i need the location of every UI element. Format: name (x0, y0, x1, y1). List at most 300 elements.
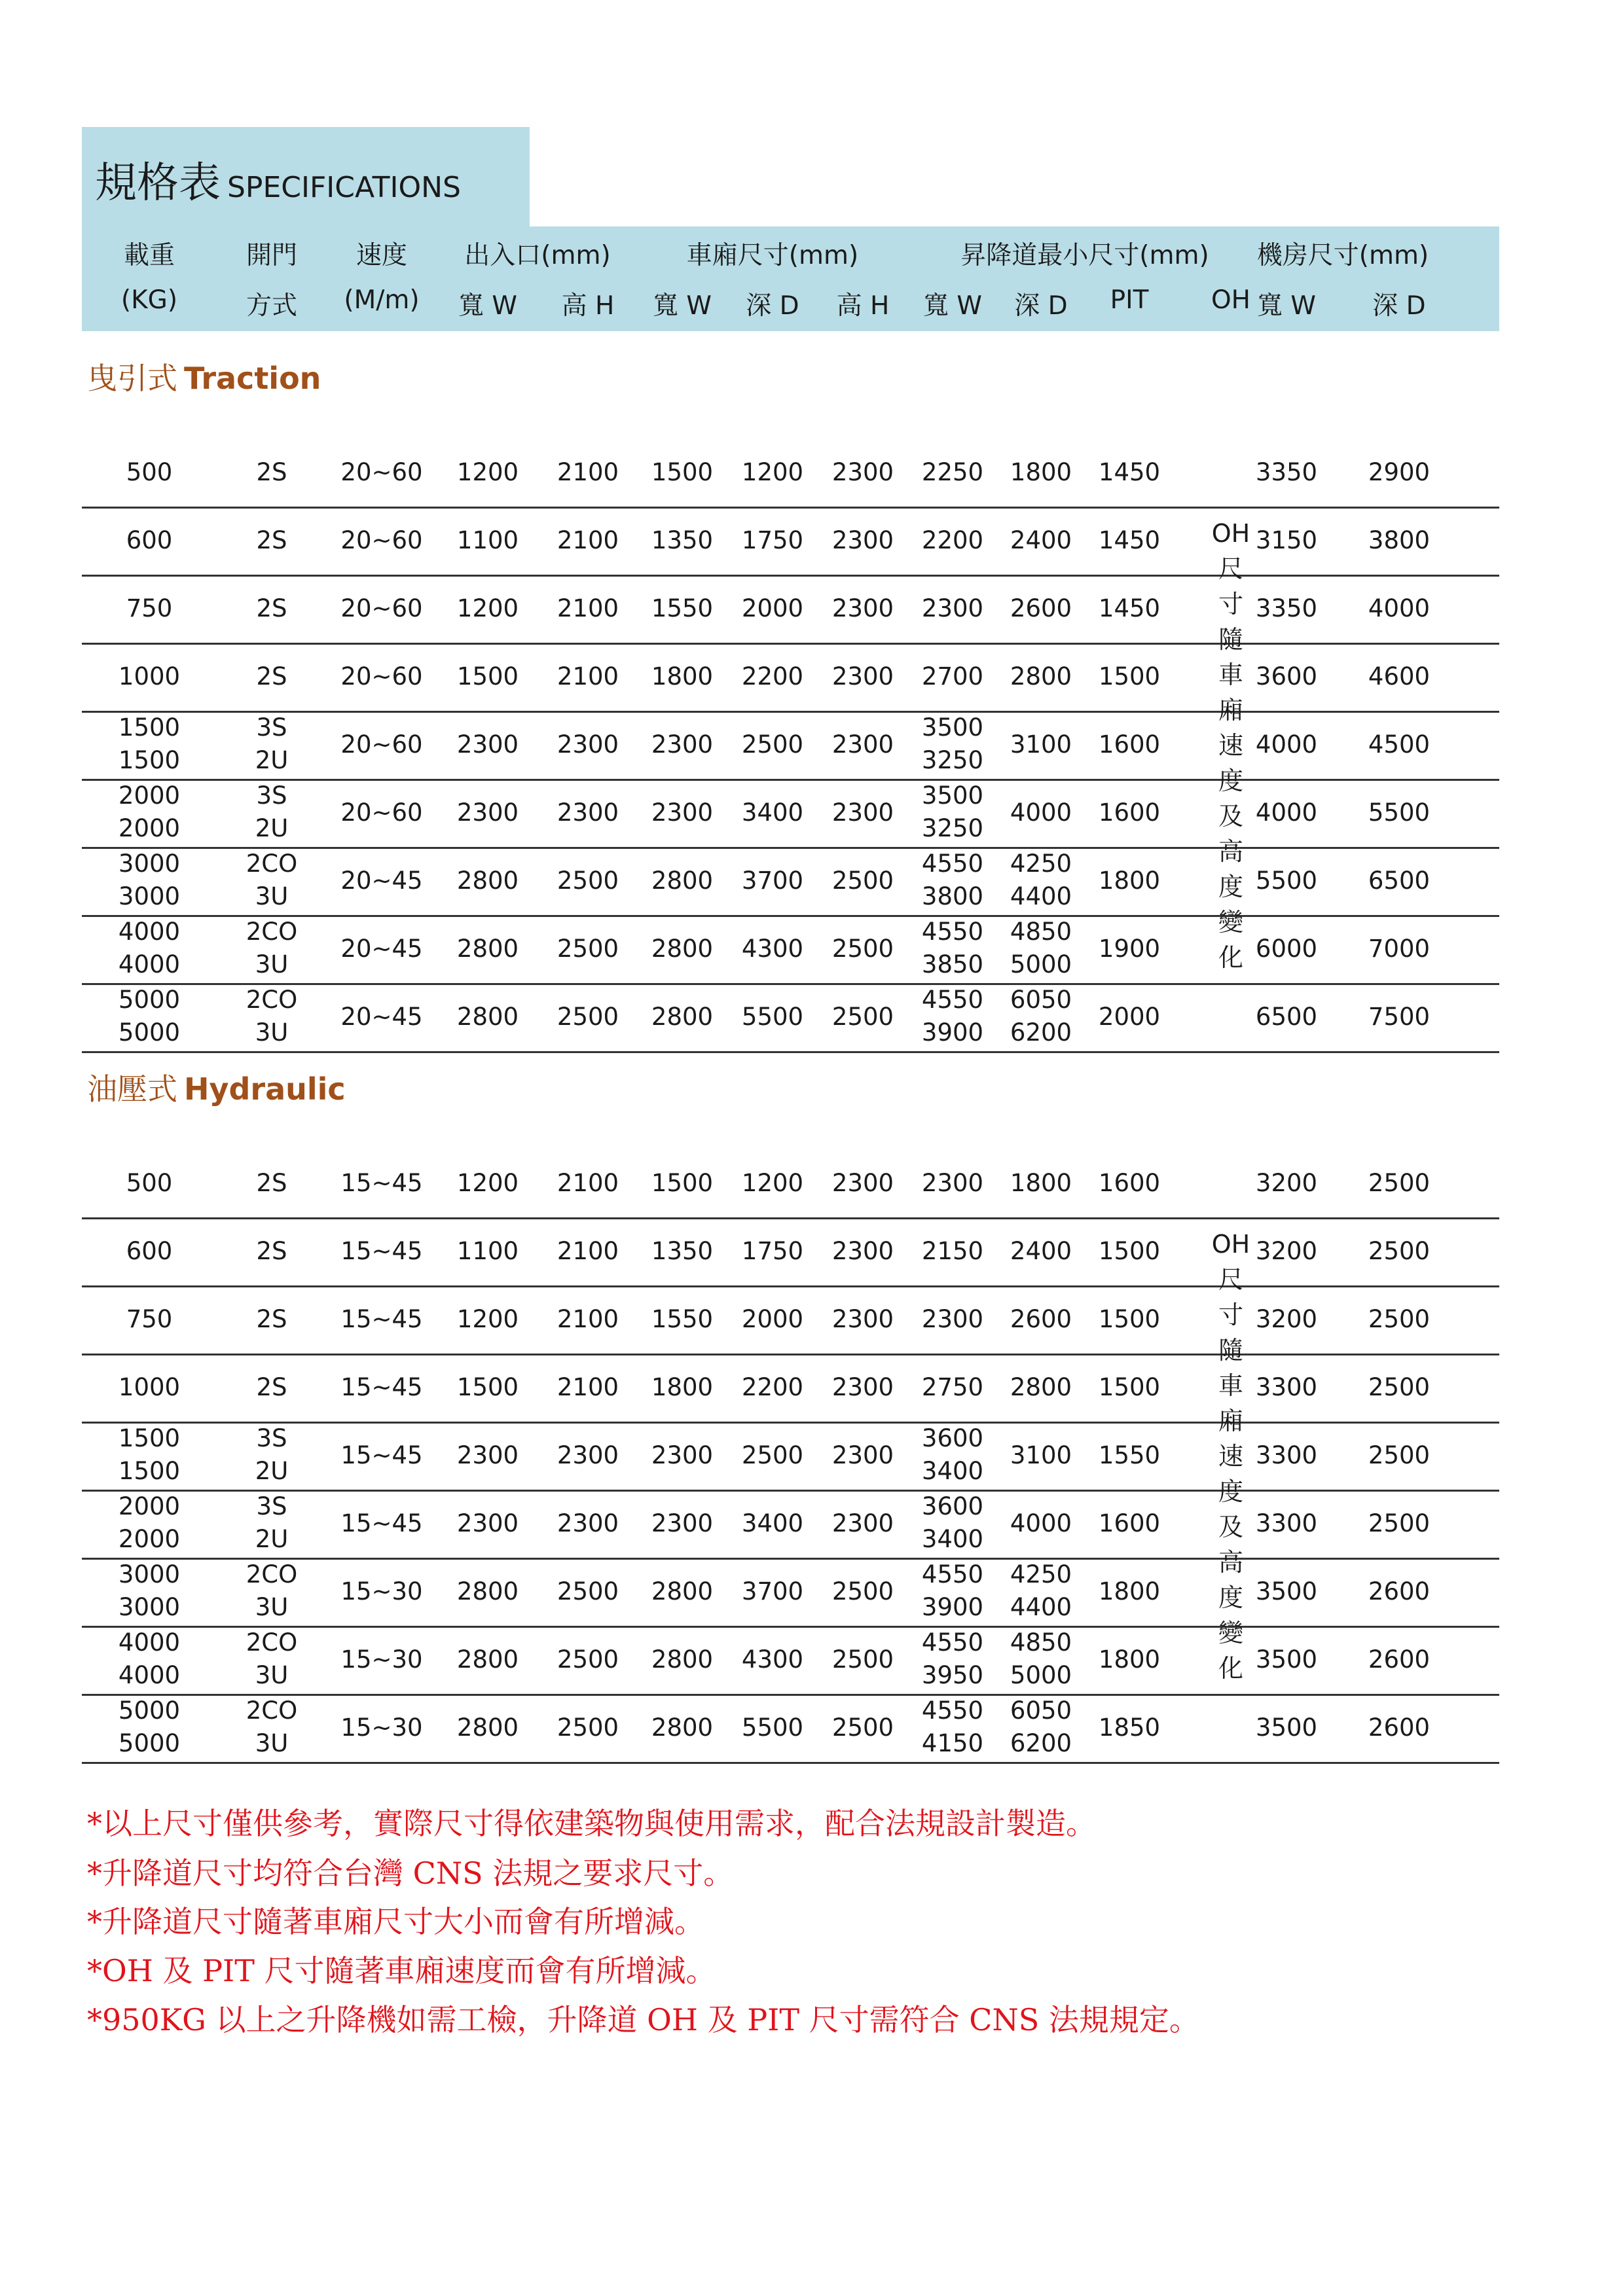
row-divider (82, 643, 1499, 645)
table-cell: 3500 (921, 781, 984, 810)
table-cell: 5500 (741, 1713, 804, 1742)
table-cell: 500 (126, 458, 173, 486)
table-cell: 2500 (741, 730, 804, 759)
table-cell: 15~30 (340, 1713, 423, 1742)
table-cell: 4550 (921, 850, 984, 878)
table-cell: 20~60 (340, 458, 423, 486)
table-cell: 4300 (741, 935, 804, 963)
table-cell: 6200 (1010, 1018, 1072, 1047)
table-cell: 1800 (1098, 867, 1161, 895)
table-cell: 2500 (1368, 1237, 1431, 1265)
table-cell: 2300 (831, 1237, 894, 1265)
table-cell: 2300 (456, 798, 519, 827)
table-cell: 1800 (1098, 1577, 1161, 1605)
row-divider (82, 575, 1499, 577)
table-cell: 2300 (831, 1441, 894, 1469)
table-cell: 3800 (1368, 526, 1431, 554)
table-cell: 3500 (921, 713, 984, 742)
table-cell: 2800 (651, 867, 714, 895)
table-cell: 1000 (118, 1373, 181, 1401)
table-cell: 15~30 (340, 1577, 423, 1605)
table-cell: 4550 (921, 986, 984, 1014)
table-cell: 2300 (831, 1169, 894, 1197)
table-cell: 2500 (1368, 1305, 1431, 1333)
table-cell: 2100 (556, 526, 619, 554)
oh-note-char: OH (1211, 1230, 1250, 1259)
header-column-label: (M/m) (344, 285, 420, 315)
table-cell: 2800 (456, 1003, 519, 1031)
table-cell: 3900 (921, 1018, 984, 1047)
header-column-label: 寬 W (653, 291, 712, 321)
row-divider (82, 711, 1499, 713)
table-cell: 4550 (921, 1560, 984, 1588)
table-cell: 4000 (118, 1628, 181, 1657)
row-divider (82, 983, 1499, 985)
table-cell: 2300 (456, 1509, 519, 1537)
table-cell: 1500 (1098, 662, 1161, 691)
table-cell: 2300 (921, 1169, 984, 1197)
table-cell: 2500 (1368, 1373, 1431, 1401)
header-column-label: 寬 W (458, 291, 517, 321)
table-cell: 1450 (1098, 526, 1161, 554)
table-cell: 1100 (456, 526, 519, 554)
table-cell: 3200 (1255, 1237, 1318, 1265)
table-cell: 2CO (246, 850, 298, 878)
table-cell: 2300 (921, 1305, 984, 1333)
table-cell: 2U (255, 814, 289, 842)
table-cell: 2800 (651, 935, 714, 963)
section-title-en: Traction (184, 361, 321, 396)
oh-note-char: 車 (1218, 660, 1243, 689)
table-cell: 2750 (921, 1373, 984, 1401)
table-cell: 2300 (831, 798, 894, 827)
table-cell: 2S (256, 1305, 287, 1333)
table-cell: 1900 (1098, 935, 1161, 963)
table-cell: 1000 (118, 662, 181, 691)
table-cell: 500 (126, 1169, 173, 1197)
oh-note-vertical (1208, 1227, 1254, 1686)
header-column-label: 深 D (746, 291, 799, 321)
table-cell: 2800 (1010, 662, 1072, 691)
table-cell: 2500 (556, 935, 619, 963)
oh-note-char: 及 (1218, 1513, 1243, 1541)
table-cell: 2CO (246, 1696, 298, 1725)
table-cell: 3S (256, 713, 287, 742)
oh-note-vertical (1208, 516, 1254, 975)
table-cell: 1500 (118, 1457, 181, 1485)
table-cell: 15~45 (340, 1441, 423, 1469)
oh-note-char: 速 (1218, 731, 1243, 760)
table-cell: 2800 (456, 1713, 519, 1742)
table-cell: 2300 (651, 1509, 714, 1537)
oh-note-char: 度 (1218, 1583, 1243, 1612)
table-cell: 6500 (1255, 1003, 1318, 1031)
table-cell: 1850 (1098, 1713, 1161, 1742)
table-cell: 6500 (1368, 867, 1431, 895)
table-cell: 3100 (1010, 730, 1072, 759)
table-cell: 3300 (1255, 1373, 1318, 1401)
table-cell: 2500 (831, 935, 894, 963)
oh-note-char: 化 (1218, 1654, 1243, 1683)
table-cell: 2300 (831, 1373, 894, 1401)
page-title (95, 149, 461, 209)
table-cell: 2000 (741, 1305, 804, 1333)
table-cell: 1500 (456, 1373, 519, 1401)
section-title (87, 355, 321, 398)
table-cell: 2U (255, 1457, 289, 1485)
table-cell: 4550 (921, 1696, 984, 1725)
table-cell: 3300 (1255, 1509, 1318, 1537)
table-cell: 1550 (651, 1305, 714, 1333)
table-cell: 2000 (118, 1492, 181, 1520)
table-cell: 1600 (1098, 798, 1161, 827)
row-divider (82, 1285, 1499, 1287)
table-cell: 2500 (741, 1441, 804, 1469)
table-cell: 3700 (741, 1577, 804, 1605)
table-cell: 1100 (456, 1237, 519, 1265)
table-cell: 2600 (1010, 1305, 1072, 1333)
row-divider (82, 1626, 1499, 1628)
row-divider (82, 1558, 1499, 1560)
oh-note-char: 廂 (1218, 696, 1243, 725)
table-cell: 1750 (741, 1237, 804, 1265)
oh-note-char: 隨 (1218, 1336, 1243, 1365)
table-cell: 2300 (556, 730, 619, 759)
table-cell: 2800 (651, 1577, 714, 1605)
table-cell: 15~45 (340, 1509, 423, 1537)
table-cell: 1600 (1098, 1169, 1161, 1197)
table-cell: 2500 (1368, 1169, 1431, 1197)
title-en: SPECIFICATIONS (227, 171, 461, 204)
table-cell: 2000 (118, 781, 181, 810)
header-column-label: 深 D (1372, 291, 1426, 321)
table-cell: 1500 (118, 746, 181, 774)
table-cell: 20~45 (340, 1003, 423, 1031)
table-cell: 600 (126, 1237, 173, 1265)
table-cell: 2500 (556, 1713, 619, 1742)
table-cell: 4000 (1368, 594, 1431, 622)
table-cell: 4400 (1010, 882, 1072, 910)
table-cell: 2800 (651, 1003, 714, 1031)
footnote: *升降道尺寸均符合台灣 CNS 法規之要求尺寸。 (87, 1856, 734, 1891)
row-divider (82, 1490, 1499, 1492)
table-cell: 2300 (831, 730, 894, 759)
table-cell: 1200 (456, 1305, 519, 1333)
table-cell: 3000 (118, 882, 181, 910)
table-cell: 3400 (741, 798, 804, 827)
table-cell: 5500 (1255, 867, 1318, 895)
table-cell: 2500 (831, 1645, 894, 1674)
table-cell: 3400 (921, 1525, 984, 1553)
table-cell: 2300 (831, 1509, 894, 1537)
section-title (87, 1066, 346, 1109)
footnote: *950KG 以上之升降機如需工檢，升降道 OH 及 PIT 尺寸需符合 CNS 法規規定。 (87, 2002, 1199, 2037)
table-header (82, 226, 1499, 331)
table-cell: 5000 (118, 1018, 181, 1047)
spec-title-box (82, 127, 530, 226)
row-divider (82, 1694, 1499, 1696)
table-cell: 20~60 (340, 730, 423, 759)
row-divider (82, 1422, 1499, 1424)
table-cell: 15~30 (340, 1645, 423, 1674)
oh-note-char: OH (1211, 519, 1250, 548)
table-cell: 1500 (1098, 1237, 1161, 1265)
table-cell: 2300 (831, 662, 894, 691)
table-cell: 2500 (556, 867, 619, 895)
header-group-label: 開門 (246, 241, 298, 270)
table-cell: 2700 (921, 662, 984, 691)
table-cell: 4000 (118, 918, 181, 946)
table-cell: 5000 (118, 986, 181, 1014)
oh-note-char: 寸 (1218, 1300, 1243, 1329)
table-cell: 3000 (118, 850, 181, 878)
table-cell: 2500 (831, 1713, 894, 1742)
table-cell: 2300 (651, 730, 714, 759)
header-group-label: 速度 (356, 241, 408, 270)
table-cell: 2CO (246, 918, 298, 946)
table-cell: 20~60 (340, 798, 423, 827)
oh-note-char: 化 (1218, 943, 1243, 972)
table-cell: 2600 (1368, 1713, 1431, 1742)
row-divider (82, 1354, 1499, 1355)
table-cell: 3U (255, 1593, 289, 1621)
table-cell: 5000 (1010, 950, 1072, 978)
section-title-en: Hydraulic (184, 1071, 346, 1107)
table-cell: 2800 (651, 1645, 714, 1674)
oh-note-char: 尺 (1218, 1265, 1243, 1294)
table-cell: 3200 (1255, 1169, 1318, 1197)
table-cell: 2100 (556, 1305, 619, 1333)
table-cell: 4850 (1010, 918, 1072, 946)
table-cell: 3250 (921, 814, 984, 842)
row-divider (82, 1762, 1499, 1764)
table-cell: 2300 (456, 730, 519, 759)
table-cell: 4500 (1368, 730, 1431, 759)
oh-note-char: 高 (1218, 1548, 1243, 1577)
table-cell: 2800 (456, 935, 519, 963)
table-cell: 2300 (651, 1441, 714, 1469)
table-cell: 15~45 (340, 1169, 423, 1197)
table-cell: 2400 (1010, 526, 1072, 554)
table-cell: 1800 (651, 662, 714, 691)
table-cell: 1500 (1098, 1305, 1161, 1333)
table-cell: 4400 (1010, 1593, 1072, 1621)
table-cell: 2900 (1368, 458, 1431, 486)
table-cell: 3U (255, 1018, 289, 1047)
table-cell: 1200 (741, 458, 804, 486)
table-cell: 2300 (831, 594, 894, 622)
oh-note-char: 寸 (1218, 590, 1243, 619)
table-cell: 2300 (556, 1509, 619, 1537)
header-column-label: 寬 W (923, 291, 982, 321)
table-cell: 4000 (1010, 798, 1072, 827)
oh-note-char: 度 (1218, 766, 1243, 795)
table-cell: 1350 (651, 1237, 714, 1265)
table-cell: 2200 (741, 662, 804, 691)
header-group-label: 載重 (123, 241, 175, 270)
table-cell: 2U (255, 746, 289, 774)
table-cell: 2300 (831, 458, 894, 486)
table-cell: 2CO (246, 1628, 298, 1657)
table-cell: 3400 (921, 1457, 984, 1485)
table-cell: 2300 (831, 526, 894, 554)
table-cell: 2500 (556, 1577, 619, 1605)
table-cell: 5000 (118, 1729, 181, 1757)
header-column-label: 寬 W (1257, 291, 1316, 321)
table-cell: 2500 (831, 867, 894, 895)
table-cell: 1800 (1098, 1645, 1161, 1674)
table-cell: 5000 (118, 1696, 181, 1725)
header-group-label: 昇降道最小尺寸(mm) (960, 241, 1209, 270)
table-cell: 1200 (456, 1169, 519, 1197)
table-cell: 2100 (556, 662, 619, 691)
table-cell: 2800 (456, 1577, 519, 1605)
table-cell: 4000 (1255, 730, 1318, 759)
table-cell: 1600 (1098, 730, 1161, 759)
table-cell: 2S (256, 458, 287, 486)
oh-note-char: 度 (1218, 1477, 1243, 1506)
table-cell: 1500 (1098, 1373, 1161, 1401)
table-cell: 2U (255, 1525, 289, 1553)
oh-note-char: 車 (1218, 1371, 1243, 1400)
table-cell: 2300 (556, 798, 619, 827)
table-cell: 3600 (921, 1424, 984, 1452)
table-cell: 4150 (921, 1729, 984, 1757)
table-cell: 4000 (1010, 1509, 1072, 1537)
oh-note-char: 隨 (1218, 625, 1243, 654)
table-cell: 2100 (556, 1237, 619, 1265)
table-cell: 1750 (741, 526, 804, 554)
header-column-label: 方式 (246, 291, 298, 321)
table-cell: 1550 (1098, 1441, 1161, 1469)
header-column-label: 深 D (1014, 291, 1068, 321)
table-cell: 3250 (921, 746, 984, 774)
table-cell: 2500 (1368, 1441, 1431, 1469)
table-cell: 2300 (831, 1305, 894, 1333)
table-cell: 3U (255, 1661, 289, 1689)
table-cell: 3700 (741, 867, 804, 895)
footnote: *OH 及 PIT 尺寸隨著車廂速度而會有所增減。 (87, 1953, 716, 1988)
header-column-label: 高 H (561, 291, 615, 321)
table-cell: 20~45 (340, 935, 423, 963)
table-cell: 15~45 (340, 1373, 423, 1401)
title-zh: 規格表 (95, 159, 221, 207)
table-cell: 4000 (118, 950, 181, 978)
table-cell: 2600 (1368, 1577, 1431, 1605)
table-cell: 2S (256, 1237, 287, 1265)
table-cell: 1600 (1098, 1509, 1161, 1537)
table-cell: 750 (126, 1305, 173, 1333)
table-cell: 2100 (556, 1169, 619, 1197)
table-cell: 4550 (921, 918, 984, 946)
table-cell: 3S (256, 1424, 287, 1452)
table-cell: 4250 (1010, 1560, 1072, 1588)
table-cell: 3600 (921, 1492, 984, 1520)
table-cell: 1800 (1010, 1169, 1072, 1197)
table-cell: 2300 (556, 1441, 619, 1469)
header-column-label: 高 H (836, 291, 890, 321)
table-cell: 3900 (921, 1593, 984, 1621)
table-cell: 3500 (1255, 1713, 1318, 1742)
table-cell: 2500 (831, 1577, 894, 1605)
table-cell: 2500 (831, 1003, 894, 1031)
header-group-label: 車廂尺寸(mm) (686, 241, 859, 270)
table-cell: 20~60 (340, 526, 423, 554)
table-cell: 1500 (118, 1424, 181, 1452)
row-divider (82, 1051, 1499, 1053)
table-cell: 2S (256, 662, 287, 691)
table-cell: 600 (126, 526, 173, 554)
table-cell: 1200 (741, 1169, 804, 1197)
table-cell: 5000 (1010, 1661, 1072, 1689)
table-cell: 15~45 (340, 1305, 423, 1333)
table-cell: 4250 (1010, 850, 1072, 878)
table-cell: 2100 (556, 594, 619, 622)
table-cell: 1450 (1098, 594, 1161, 622)
table-cell: 2150 (921, 1237, 984, 1265)
table-cell: 2S (256, 526, 287, 554)
table-cell: 15~45 (340, 1237, 423, 1265)
header-column-label: PIT (1110, 285, 1149, 315)
header-group-label: 機房尺寸(mm) (1256, 241, 1429, 270)
table-cell: 3800 (921, 882, 984, 910)
header-column-label: (KG) (120, 285, 178, 315)
table-cell: 3350 (1255, 594, 1318, 622)
table-cell: 2800 (1010, 1373, 1072, 1401)
table-cell: 3500 (1255, 1645, 1318, 1674)
table-cell: 1500 (456, 662, 519, 691)
table-cell: 4600 (1368, 662, 1431, 691)
oh-note-char: 速 (1218, 1442, 1243, 1471)
table-cell: 2S (256, 1373, 287, 1401)
table-cell: 2000 (118, 1525, 181, 1553)
footnote: *以上尺寸僅供參考，實際尺寸得依建築物與使用需求，配合法規設計製造。 (87, 1806, 1096, 1841)
row-divider (82, 779, 1499, 781)
oh-note-char: 高 (1218, 837, 1243, 866)
table-cell: 4300 (741, 1645, 804, 1674)
row-divider (82, 847, 1499, 849)
row-divider (82, 915, 1499, 917)
table-cell: 2500 (556, 1645, 619, 1674)
table-cell: 750 (126, 594, 173, 622)
table-cell: 1200 (456, 458, 519, 486)
table-cell: 4850 (1010, 1628, 1072, 1657)
table-cell: 3S (256, 1492, 287, 1520)
table-cell: 3950 (921, 1661, 984, 1689)
table-cell: 1550 (651, 594, 714, 622)
table-cell: 7000 (1368, 935, 1431, 963)
table-cell: 3U (255, 882, 289, 910)
table-cell: 2500 (556, 1003, 619, 1031)
table-cell: 2100 (556, 458, 619, 486)
table-cell: 3100 (1010, 1441, 1072, 1469)
table-cell: 2000 (118, 814, 181, 842)
table-cell: 2250 (921, 458, 984, 486)
table-cell: 3000 (118, 1560, 181, 1588)
table-cell: 20~60 (340, 662, 423, 691)
table-cell: 3000 (118, 1593, 181, 1621)
table-cell: 2200 (741, 1373, 804, 1401)
table-cell: 4000 (118, 1661, 181, 1689)
table-cell: 3400 (741, 1509, 804, 1537)
table-cell: 5500 (1368, 798, 1431, 827)
table-cell: 7500 (1368, 1003, 1431, 1031)
section-title-zh: 油壓式 (87, 1071, 177, 1107)
table-cell: 2500 (1368, 1509, 1431, 1537)
table-cell: 5500 (741, 1003, 804, 1031)
section-title-zh: 曳引式 (87, 361, 177, 396)
table-cell: 3U (255, 950, 289, 978)
